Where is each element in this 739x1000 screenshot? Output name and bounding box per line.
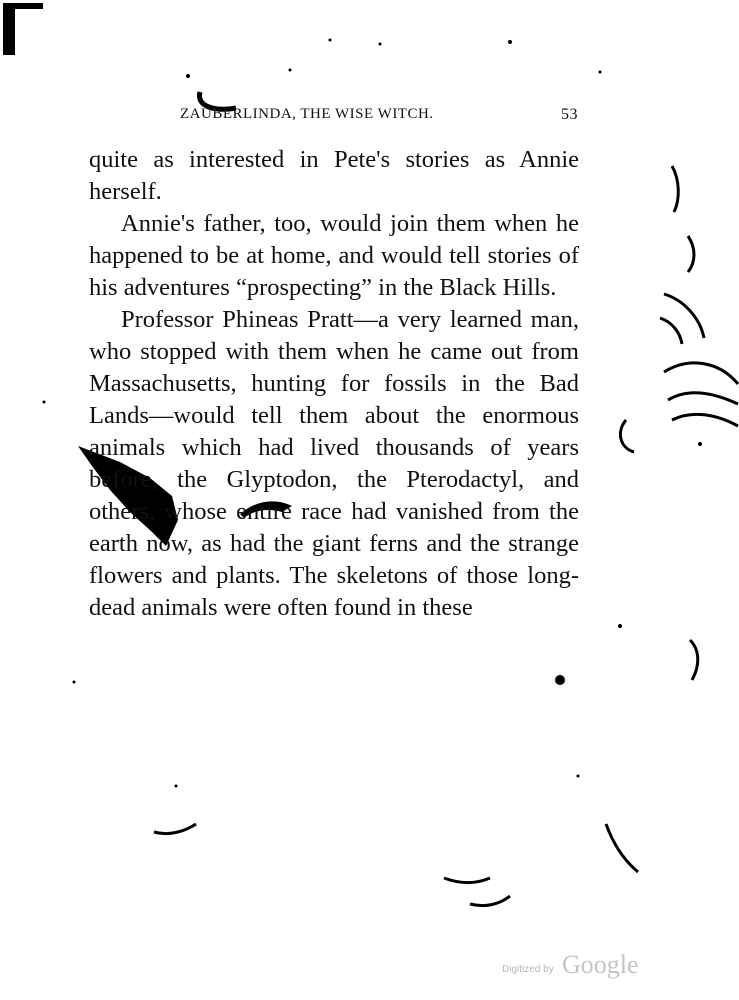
body-text xyxy=(89,144,579,624)
page-number: 53 xyxy=(561,106,578,123)
running-title: ZAUBERLINDA, THE WISE WITCH. xyxy=(180,106,434,122)
watermark-prefix: Digitized by xyxy=(502,964,554,975)
dragon-sketch xyxy=(620,166,738,680)
corner-mark xyxy=(3,3,15,55)
paragraph: Professor Phineas Pratt—a very learned man, who stopped with them when he came out from Massachusetts, hunting for fossils in the Bad Lands—would tell them about the enormous animals which had lived thousands of years before, the Glyptodon, the Pterodactyl, and others, whose entire race had vanished from the earth now, as had the giant ferns and the strange flowers and plants. The skeletons of those long-dead animals were often found in these xyxy=(89,306,579,621)
paragraph: Annie's father, too, would join them when he happened to be at home, and would tell stories of his adventures “prospecting” in the Black Hills. xyxy=(89,210,579,301)
paragraph: quite as interested in Pete's stories as Annie herself. xyxy=(89,146,579,205)
digitized-watermark xyxy=(502,950,662,984)
corner-mark-tick xyxy=(3,3,43,9)
running-head xyxy=(180,106,580,130)
watermark-brand: Google xyxy=(562,950,639,979)
bottom-sketch xyxy=(154,824,638,906)
